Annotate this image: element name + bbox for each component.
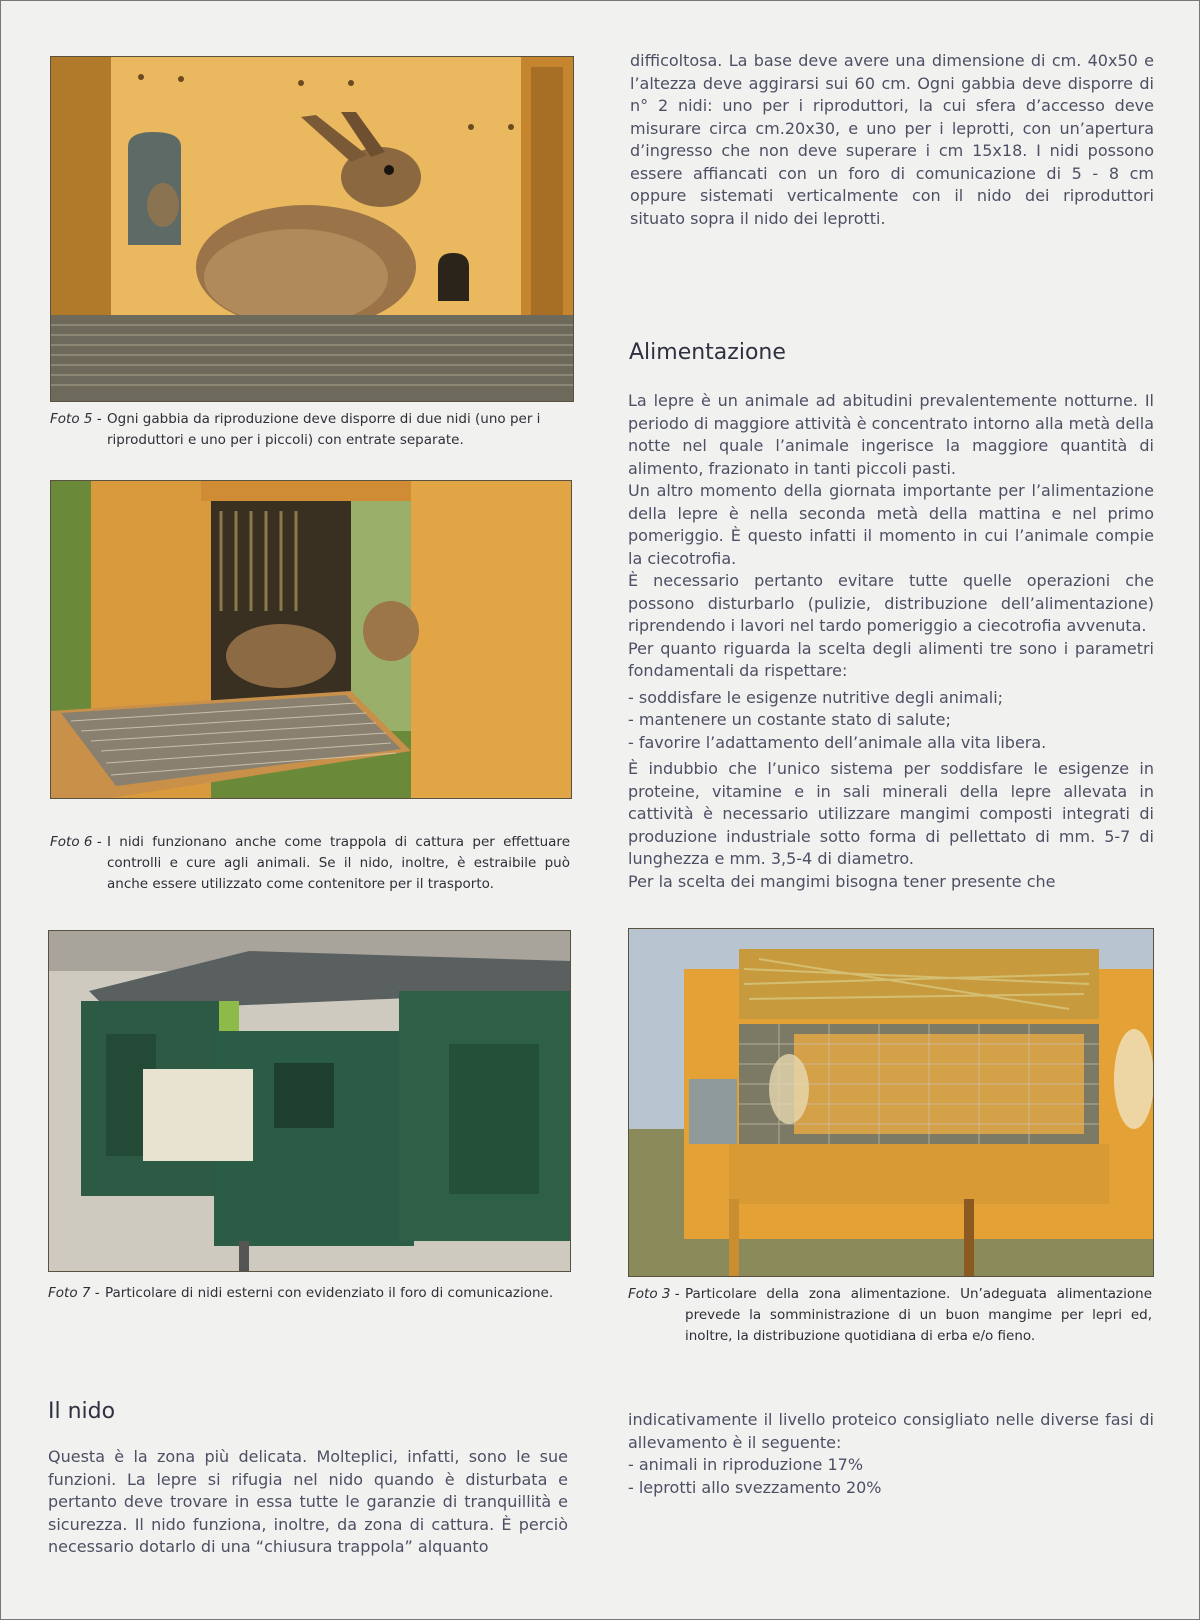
photo-nest-trap — [50, 480, 572, 799]
paragraph-4: Per quanto riguarda la scelta degli alimenti tre sono i parametri fondamentali da rispettare: — [628, 638, 1154, 680]
caption-foto5-label: Foto 5 - — [50, 411, 102, 427]
caption-foto6 — [50, 832, 570, 895]
caption-foto5 — [50, 409, 572, 451]
paragraph-cage-dimensions: difficoltosa. La base deve avere una dimensione di cm. 40x50 e l’altezza deve aggirarsi sui 60 cm. Ogni gabbia deve disporre di n° 2 nidi: uno per i riproduttori, la cui sfera d’accesso deve misurare circa cm.20x30, e uno per i leprotti, con un’apertura d’ingresso che non deve superare i cm 15x18. I nidi possono essere affiancati con un foro di comunicazione di 5 - 8 cm oppure sistemati verticalmente con il nido dei riproduttori situato sopra il nido dei leprotti. — [630, 51, 1154, 228]
photo-green-nests — [48, 930, 571, 1272]
caption-foto7-label: Foto 7 - — [48, 1285, 100, 1301]
paragraph-6: Per la scelta dei mangimi bisogna tener presente che — [628, 871, 1056, 891]
caption-foto6-label: Foto 6 - — [50, 834, 102, 850]
heading-alimentazione: Alimentazione — [629, 340, 786, 365]
paragraph-protein: indicativamente il livello proteico consigliato nelle diverse fasi di allevamento è il seguente: — [628, 1410, 1154, 1452]
list-item: - leprotti allo svezzamento 20% — [628, 1477, 882, 1497]
paragraph-5: È indubbio che l’unico sistema per soddisfare le esigenze in proteine, vitamine e in sali minerali della lepre allevata in cattività è necessario utilizzare mangimi composti integrati di produzione industriale sotto forma di pellettato di mm. 5-7 di lunghezza e mm. 3,5-4 di diametro. — [628, 759, 1154, 868]
paragraph-3: È necessario pertanto evitare tutte quelle operazioni che possono disturbarlo (pulizie, distribuzione dell’alimentazione) riprendendo i lavori nel tardo pomeriggio a ciecotrofia avvenuta. — [628, 571, 1154, 635]
paragraph-1: La lepre è un animale ad abitudini prevalentemente notturne. Il periodo di maggiore attività è concentrato intorno alla metà della notte nel quale l’animale ingerisce la maggiore quantità di alimento, frazionato in tanti piccoli pasti. — [628, 391, 1154, 478]
body-text-bottom-right — [628, 1409, 1154, 1499]
caption-foto7-text: Particolare di nidi esterni con evidenziato il foro di comunicazione. — [105, 1285, 554, 1301]
heading-il-nido: Il nido — [48, 1399, 116, 1424]
body-text-top-right — [630, 50, 1154, 230]
body-text-il-nido — [48, 1446, 568, 1559]
caption-foto6-text: I nidi funzionano anche come trappola di cattura per effettuare controlli e cure agli animali. Se il nido, inoltre, è estraibile può anche essere utilizzato come contenitore per il trasporto. — [107, 834, 570, 892]
photo-hare-cage — [50, 56, 574, 402]
list-item: - soddisfare le esigenze nutritive degli animali; — [628, 687, 1004, 707]
caption-foto3 — [628, 1284, 1152, 1347]
caption-foto3-label: Foto 3 - — [628, 1286, 680, 1302]
list-item: - mantenere un costante stato di salute; — [628, 710, 951, 729]
list-parameters — [628, 687, 1154, 755]
caption-foto5-text: Ogni gabbia da riproduzione deve disporre di due nidi (uno per i riproduttori e uno per i piccoli) con entrate separate. — [107, 411, 541, 448]
paragraph-nido: Questa è la zona più delicata. Molteplici, infatti, sono le sue funzioni. La lepre si rifugia nel nido quando è disturbata e pertanto deve trovare in essa tutte le garanzie di tranquillità e sicurezza. Il nido funziona, inoltre, da zona di cattura. È perciò necessario dotarlo di una “chiusura trappola” alquanto — [48, 1447, 568, 1556]
paragraph-2: Un altro momento della giornata importante per l’alimentazione della lepre è nella seconda metà della mattina e nel primo pomeriggio. È questo infatti il momento in cui l’animale compie la ciecotrofia. — [628, 481, 1154, 568]
list-item: - favorire l’adattamento dell’animale alla vita libera. — [628, 732, 1047, 752]
photo-feeding-zone — [628, 928, 1154, 1277]
list-protein-levels — [628, 1454, 1154, 1499]
caption-foto7 — [48, 1283, 588, 1304]
body-text-alimentazione — [628, 390, 1154, 893]
caption-foto3-text: Particolare della zona alimentazione. Un’adeguata alimentazione prevede la somministrazione di un buon mangime per lepri ed, inoltre, la distribuzione quotidiana di erba e/o fieno. — [685, 1286, 1152, 1344]
list-item: - animali in riproduzione 17% — [628, 1455, 864, 1474]
